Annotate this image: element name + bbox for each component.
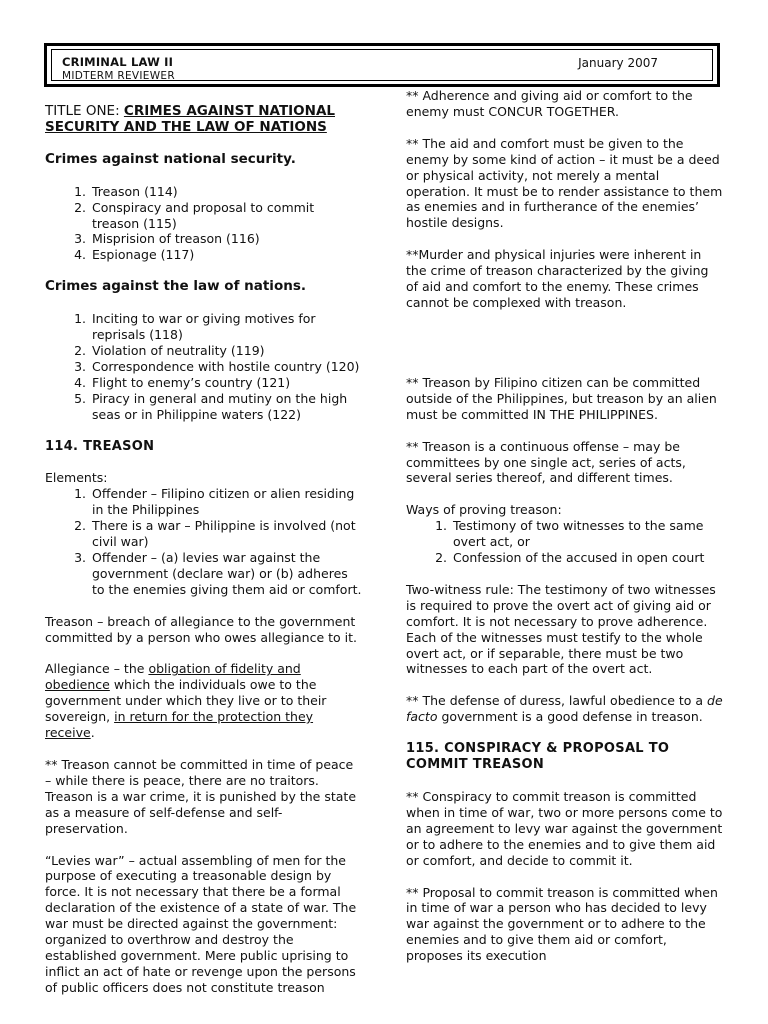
header-inner-border xyxy=(51,49,713,81)
proving-treason-label: Ways of proving treason: xyxy=(406,502,562,518)
elements-list xyxy=(45,486,363,597)
list-item: 3. Correspondence with hostile country (120) xyxy=(90,359,363,375)
adherence-note: ** Adherence and giving aid or comfort to the enemy must CONCUR TOGETHER. xyxy=(406,88,693,119)
national-security-list xyxy=(45,184,363,264)
treason-definition: Treason – breach of allegiance to the government committed by a person who owes allegiance to it. xyxy=(45,613,358,645)
national-security-heading: Crimes against national security. xyxy=(45,150,296,167)
list-item: 1. Offender – Filipino citizen or alien residing in the Philippines xyxy=(90,486,363,518)
list-item: 3. Misprision of treason (116) xyxy=(90,231,363,247)
allegiance-underlined: in return for the protection they receive xyxy=(45,709,314,741)
allegiance-definition xyxy=(45,661,363,741)
duress-text: ** The defense of duress, lawful obedience to a xyxy=(406,693,708,709)
list-item: 2. There is a war – Philippine is involved (not civil war) xyxy=(90,518,363,550)
elements-label: Elements: xyxy=(45,470,108,486)
left-column xyxy=(45,88,363,1012)
title-underlined: CRIMES AGAINST NATIONAL SECURITY AND THE LAW OF NATIONS xyxy=(45,103,336,135)
duress-note xyxy=(406,693,724,725)
title-one xyxy=(45,104,363,136)
allegiance-text: Allegiance – the xyxy=(45,661,149,677)
filipino-alien-note: ** Treason by Filipino citizen can be committed outside of the Philippines, but treason by an alien must be committed IN THE PHILIPPINES. xyxy=(406,374,717,422)
article-115-heading: 115. CONSPIRACY & PROPOSAL TO COMMIT TREASON xyxy=(406,741,670,773)
list-item: 4. Espionage (117) xyxy=(90,247,363,263)
proving-treason-list xyxy=(406,518,724,566)
allegiance-text: which the individuals owe to the government under which they live or to their sovereign, xyxy=(45,677,327,725)
conspiracy-note: ** Conspiracy to commit treason is committed when in time of war, two or more persons come to an agreement to levy war against the government or to adhere to the enemies and to give them aid or comfort, and decide to commit it. xyxy=(406,789,723,868)
reviewer-subtitle: MIDTERM REVIEWER xyxy=(62,70,175,82)
list-item: 1. Treason (114) xyxy=(90,184,363,200)
continuous-offense-note: ** Treason is a continuous offense – may be committees by one single act, series of acts, several series thereof, and different times. xyxy=(406,438,686,486)
proposal-note: ** Proposal to commit treason is committed when in time of war a person who has decided to levy war against the government or to adhere to the enemies and to give them aid or comfort, proposes its execution xyxy=(406,884,718,964)
course-title: CRIMINAL LAW II xyxy=(62,55,174,69)
list-item: 1. Testimony of two witnesses to the same overt act, or xyxy=(451,518,724,550)
law-of-nations-list xyxy=(45,311,363,422)
law-of-nations-heading: Crimes against the law of nations. xyxy=(45,278,306,295)
list-item: 4. Flight to enemy’s country (121) xyxy=(90,375,363,391)
duress-text: government is a good defense in treason. xyxy=(437,709,703,725)
list-item: 2. Conspiracy and proposal to commit treason (115) xyxy=(90,200,363,232)
list-item: 5. Piracy in general and mutiny on the high seas or in Philippine waters (122) xyxy=(90,391,363,423)
article-114-heading: 114. TREASON xyxy=(45,438,155,454)
allegiance-underlined: obligation of fidelity and obedience xyxy=(45,661,301,693)
two-witness-rule: Two-witness rule: The testimony of two witnesses is required to prove the overt act of giving aid or comfort. It is not necessary to prove adherence. Each of the witnesses must testify to the whole overt act, or if separable, there must be two witnesses to each part of the overt act. xyxy=(406,581,716,677)
aid-comfort-note: ** The aid and comfort must be given to the enemy by some kind of action – it must be a deed or physical activity, not merely a mental operation. It must be to render assistance to them as enemies and in furtherance of the enemies’ hostile designs. xyxy=(406,135,723,231)
header-date: January 2007 xyxy=(578,56,658,70)
peace-note: ** Treason cannot be committed in time of peace – while there is peace, there are no traitors. Treason is a war crime, it is punished by the state as a measure of self-defense and self-preservation. xyxy=(45,757,357,836)
list-item: 2. Violation of neutrality (119) xyxy=(90,343,363,359)
allegiance-text: . xyxy=(90,725,95,741)
list-item: 3. Offender – (a) levies war against the government (declare war) or (b) adheres to the enemies giving them aid or comfort. xyxy=(90,550,363,598)
murder-note: **Murder and physical injuries were inherent in the crime of treason characterized by the giving of aid and comfort to the enemy. These crimes cannot be complexed with treason. xyxy=(406,247,709,310)
title-prefix: TITLE ONE: xyxy=(45,103,124,119)
levies-war-paragraph: “Levies war” – actual assembling of men for the purpose of executing a treasonable design by force. It is not necessary that there be a formal declaration of the existence of a state of war. The war must be directed against the government: organized to overthrow and destroy the established government. Mere public uprising to inflict an act of hate or revenge upon the persons of public officers does not constitute treason xyxy=(45,852,357,995)
duress-italic: de facto xyxy=(406,693,723,725)
list-item: 1. Inciting to war or giving motives for reprisals (118) xyxy=(90,311,363,343)
header-box xyxy=(44,43,720,87)
right-column xyxy=(406,88,724,980)
list-item: 2. Confession of the accused in open court xyxy=(451,550,724,566)
spacer xyxy=(406,327,724,375)
